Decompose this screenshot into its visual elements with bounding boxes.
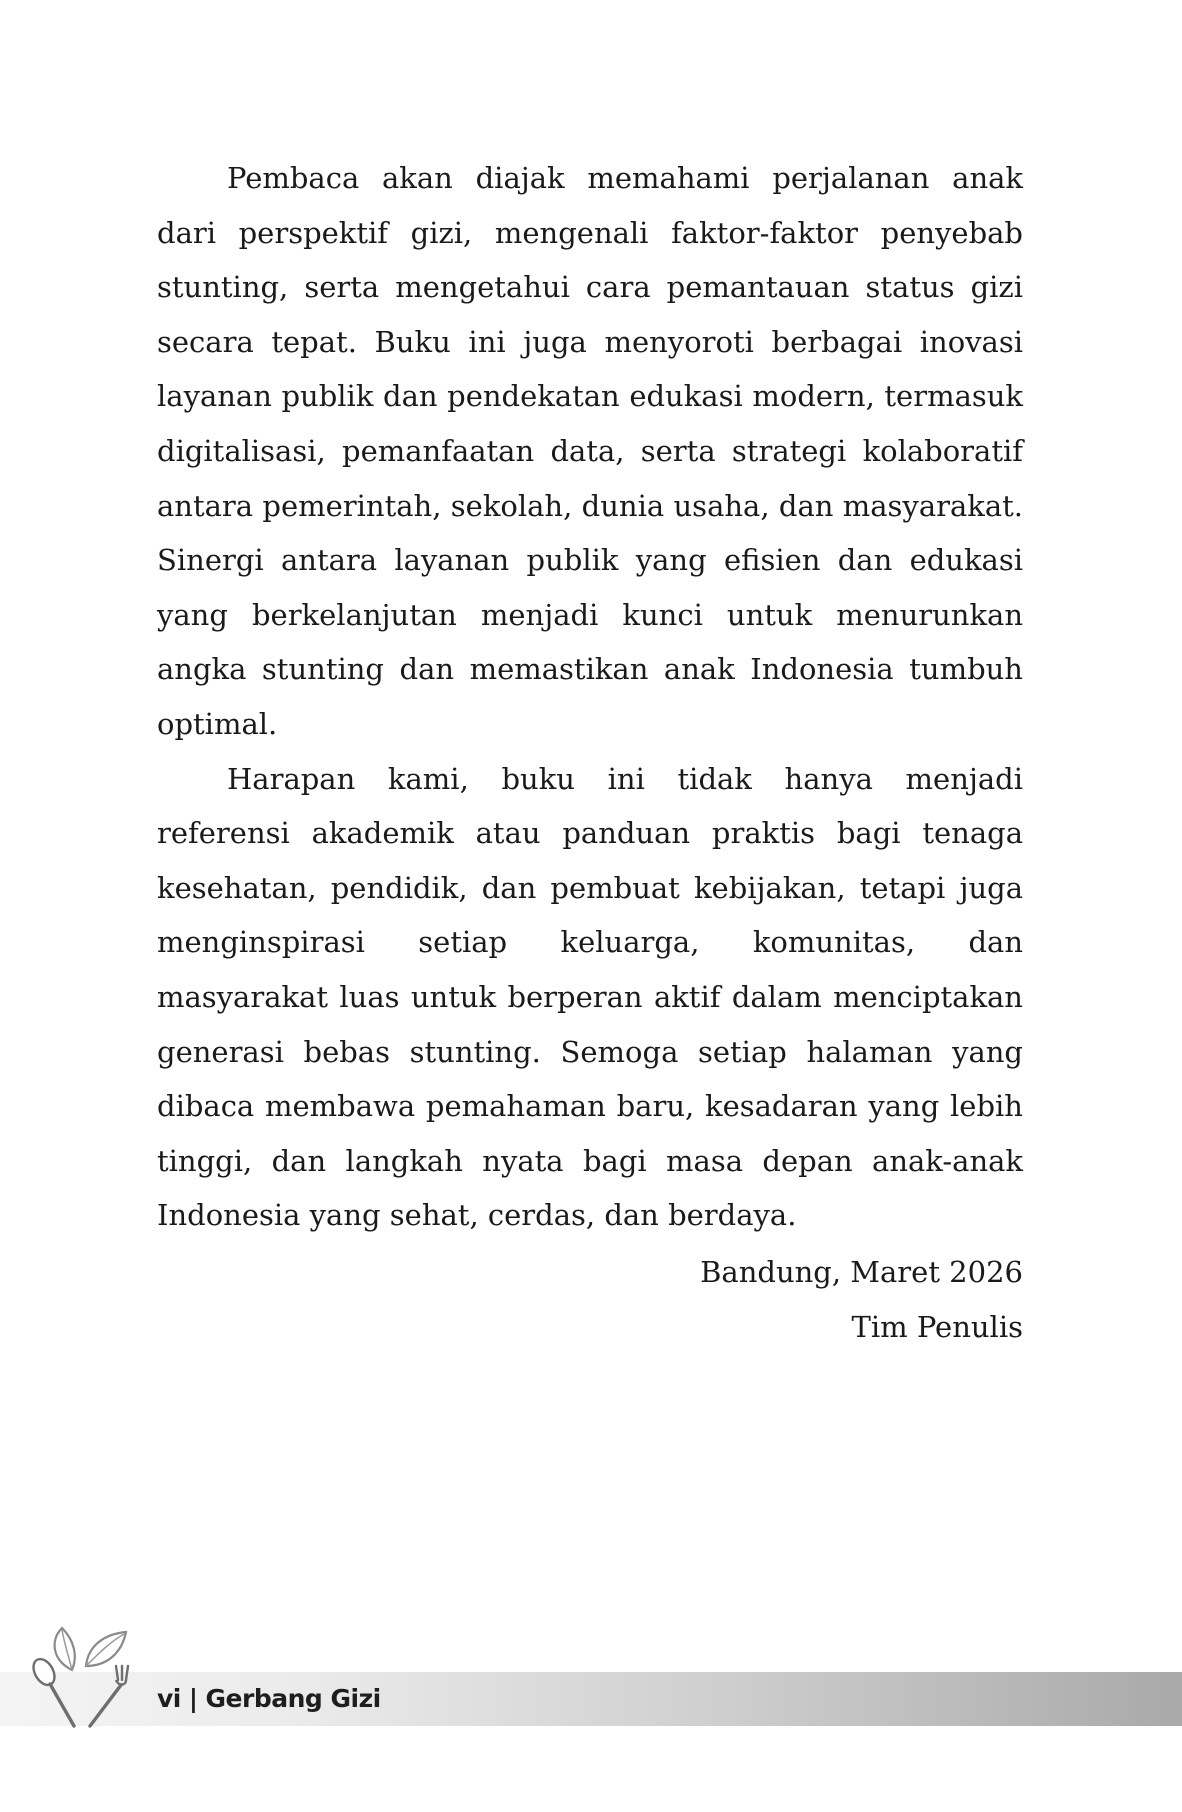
paragraph-1: Pembaca akan diajak memahami perjalanan anak dari perspektif gizi, mengenali faktor-faktor penyebab stunting, serta mengetahui cara pemantauan status gizi secara tepat. Buku ini juga menyoroti berbagai inovasi layanan publik dan pendekatan edukasi modern, termasuk digitalisasi, pemanfaatan data, serta strategi kolaboratif antara pemerintah, sekolah, dunia usaha, dan masyarakat. Sinergi antara layanan publik yang efisien dan edukasi yang berkelanjutan menjadi kunci untuk menurunkan angka stunting dan memastikan anak Indonesia tumbuh optimal.	[157, 161, 1023, 741]
signature-place-date: Bandung, Maret 2026	[700, 1255, 1023, 1289]
spoon-fork-leaves-icon	[30, 1622, 142, 1734]
body-text	[157, 151, 1023, 1243]
signature-author: Tim Penulis	[851, 1309, 1023, 1344]
book-title: Gerbang Gizi	[205, 1684, 381, 1713]
paragraph-2: Harapan kami, buku ini tidak hanya menjadi referensi akademik atau panduan praktis bagi tenaga kesehatan, pendidik, dan pembuat kebijakan, tetapi juga menginspirasi setiap keluarga, komunitas, dan masyarakat luas untuk berperan aktif dalam menciptakan generasi bebas stunting. Semoga setiap halaman yang dibaca membawa pemahaman baru, kesadaran yang lebih tinggi, dan langkah nyata bagi masa depan anak-anak Indonesia yang sehat, cerdas, dan berdaya.	[157, 761, 1023, 1233]
footer-separator: |	[188, 1684, 198, 1713]
signature-block	[157, 1245, 1023, 1354]
page-footer	[157, 1677, 381, 1721]
page-number: vi	[157, 1684, 181, 1713]
